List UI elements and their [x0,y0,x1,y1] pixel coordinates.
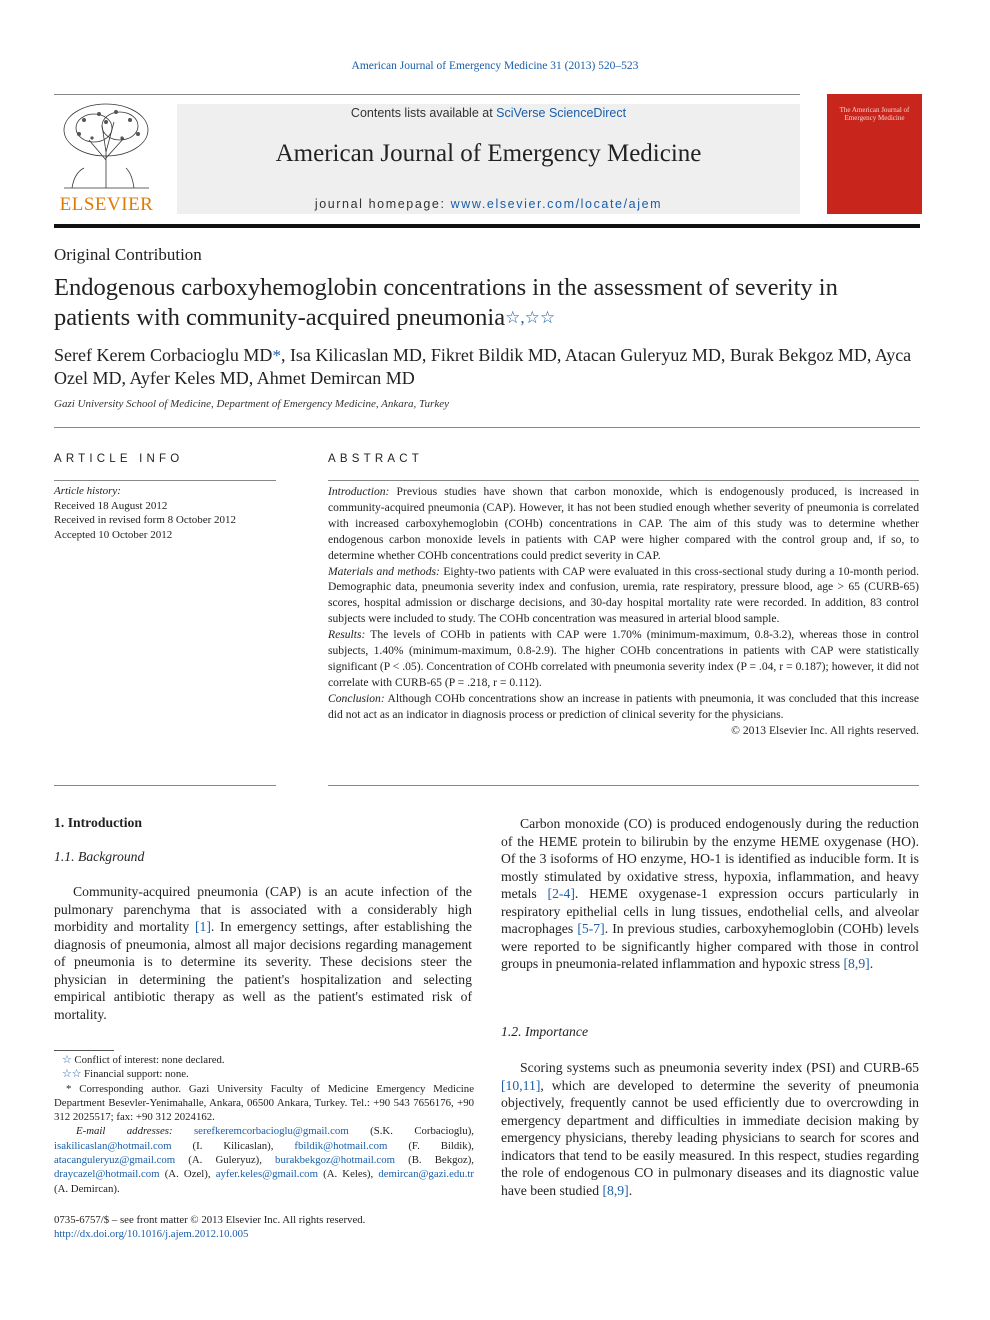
email-owner-8: (A. Demircan). [54,1182,120,1195]
bottom-notes [54,1213,365,1242]
co-text [501,815,919,973]
footnotes [54,1053,474,1196]
abstract-methods [328,564,919,628]
header-thick-rule [54,224,920,228]
footnote-conflict [54,1053,474,1067]
section-type: Original Contribution [54,245,202,264]
revised-date: Received in revised form 8 October 2012 [54,514,237,526]
abstract-methods-label: Materials and methods: [328,564,440,578]
email-owner-3: (F. Bildik), [387,1139,474,1152]
journal-homepage [177,197,800,211]
email-owner-6: (A. Ozel), [159,1168,216,1181]
homepage-prefix: journal homepage: [314,197,451,211]
history-label: Article history: [54,485,121,497]
article-title [54,273,920,333]
abstract-copyright: © 2013 Elsevier Inc. All rights reserved. [731,723,919,737]
accepted-date: Accepted 10 October 2012 [54,528,173,541]
co-text-a: Carbon monoxide (CO) is produced endogenously during the reduction of the HEME protein to bilirubin by the enzyme HEME oxygenase (HO). Of the 3 isoforms of HO enzyme, HO-1 is identified as inducible form. It is mostly stimulated by oxidative stress, hypoxia, inflammation, and heavy metals [501,816,919,901]
article-info-heading: ARTICLE INFO [54,453,184,465]
fn1-mark: ☆ [62,1054,72,1066]
email-owner-2: (I. Kilicaslan), [171,1139,295,1152]
ref-1-link[interactable]: [1] [194,919,211,934]
email-owner-7: (A. Keles), [317,1168,374,1181]
fn2-mark: ☆☆ [62,1068,82,1081]
importance-text-c: . [628,1182,633,1198]
received-date: Received 18 August 2012 [54,499,168,512]
affiliation: Gazi University School of Medicine, Department of Emergency Medicine, Ankara, Turkey [54,398,449,410]
abstract-conclusion-text: Although COHb concentrations show an increase in patients with pneumonia, it was concluded that this increase did not act as an indicator in diagnosis process or prediction of clinical severity for the physicians. [328,691,919,721]
email-link-keles[interactable]: ayfer.keles@gmail.com [215,1168,318,1181]
importance-paragraph [501,1059,919,1199]
abstract-results-text: The levels of COHb in patients with CAP were 1.70% (minimum-maximum, 0.8-3.2), whereas those in control subjects, 1.40% (minimum-maximum, 0.8-2.9). The higher COHb concentrations in patients with CAP were statistically significant (P < .05). Concentration of COHb correlated with pneumonia severity index (P = .04, r = 0.187); however, it did not correlate with CURB-65 (P = .218, r = 0.112). [328,628,919,689]
importance-text-a: Scoring systems such as pneumonia severity index (PSI) and CURB-65 [520,1060,919,1075]
subsection-heading-background: 1.1. Background [54,849,145,864]
co-text-c: . In previous studies, carboxyhemoglobin (COHb) levels were reported to be significantly higher compared with those in control groups in pneumonia-related inflammation and hypoxic stress [501,921,919,971]
journal-cover-thumbnail [827,94,922,214]
fn3-text: Corresponding author. Gazi University Faculty of Medicine Emergency Medicine Department Besevler-Yenimahalle, Ankara, 06500 Ankara, Turkey. Tel.: +90 543 7656176, +90 312 2025517; fax: +90 312 2024162. [54,1082,474,1124]
ref-8-9-link-2[interactable]: [8,9] [602,1182,629,1198]
email-link-bekgoz[interactable]: burakbekgoz@hotmail.com [275,1154,396,1167]
abstract-rule-bottom [328,785,919,786]
abstract-methods-text: Eighty-two patients with CAP were evaluated in this cross-sectional study during a 10-month period. Demographic data, pneumonia severity index and confusion, uremia, rate respiratory, pressure blood, age > 65 (CURB-65) scores, hospital admission or discharge decisions, and 30-day hospital mortality rate were recorded. In addition, 83 control subjects were included to study. The COHb concentration was measured in arterial blood sample. [328,564,919,626]
abstract-rule-top [328,480,919,481]
elsevier-wordmark: ELSEVIER [59,194,154,215]
importance-text [501,1059,919,1199]
footnote-rule [54,1050,114,1051]
email-owner-5: (B. Bekgoz), [395,1154,475,1167]
email-link-kilicaslan[interactable]: isakilicaslan@hotmail.com [54,1139,172,1152]
author-list [54,344,920,390]
ref-5-7-link[interactable]: [5-7] [577,921,605,936]
title-footnote-marks[interactable]: ☆,☆☆ [505,308,556,327]
abstract-intro-label: Introduction: [328,485,390,498]
abstract-results [328,627,919,691]
email-owner-1: (S.K. Corbacioglu), [348,1125,474,1138]
contents-line [177,106,800,120]
sciencedirect-link[interactable]: SciVerse ScienceDirect [496,106,627,120]
fn2-text: Financial support: none. [81,1068,189,1081]
footnote-emails [54,1124,474,1195]
info-rule [54,427,920,428]
article-info-rule-bottom [54,785,276,786]
journal-name: American Journal of Emergency Medicine [275,140,702,167]
ref-8-9-link[interactable]: [8,9] [843,956,870,971]
ref-10-11-link[interactable]: [10,11] [501,1077,541,1093]
cover-title: The American Journal of Emergency Medicine [839,106,910,122]
email-link-demircan[interactable]: demircan@gazi.edu.tr [378,1168,474,1181]
homepage-link[interactable]: www.elsevier.com/locate/ajem [450,197,663,211]
article-history [54,484,276,542]
abstract-body [328,484,919,739]
section-heading-introduction: 1. Introduction [54,815,142,830]
fn1-text: Conflict of interest: none declared. [71,1054,225,1066]
journal-citation[interactable]: American Journal of Emergency Medicine 31 (2013) 520–523 [351,60,639,72]
email-owner-4: (A. Guleryuz), [175,1154,276,1167]
email-link-guleryuz[interactable]: atacanguleryuz@gmail.com [54,1154,176,1167]
email-link-bildik[interactable]: fbildik@hotmail.com [294,1139,388,1152]
email-link-corbacioglu[interactable]: serefkeremcorbacioglu@gmail.com [193,1125,349,1138]
email-link-ozel[interactable]: draycazel@hotmail.com [54,1168,160,1181]
abstract-introduction [328,484,919,564]
background-text [54,883,472,1023]
ref-2-4-link[interactable]: [2-4] [547,886,575,901]
fn3-mark: * [66,1082,72,1095]
article-info-rule-top [54,480,276,481]
abstract-results-label: Results: [328,628,366,642]
article-title-text: Endogenous carboxyhemoglobin concentrations in the assessment of severity in patients with community-acquired pneumonia [54,274,838,331]
abstract-intro-text: Previous studies have shown that carbon monoxide, which is endogenously produced, is increased in community-acquired pneumonia (CAP). However, it has not been studied enough whether severity of pneumonia is correlated with increased carboxyhemoglobin (COHb) concentrations in CAP. The aim of this study was to determine whether endogenous carbon monoxide levels in patients with CAP were higher compared with the control group and, if so, to determine whether COHb concentrations could predict severity in CAP. [328,485,919,562]
footnote-corresponding [54,1082,474,1125]
issn-line: 0735-6757/$ – see front matter © 2013 Elsevier Inc. All rights reserved. [54,1214,366,1226]
abstract-heading: ABSTRACT [328,453,423,465]
co-paragraph [501,815,919,973]
subsection-heading-importance: 1.2. Importance [501,1024,589,1039]
contents-prefix: Contents lists available at [350,106,497,120]
author-first: Seref Kerem Corbacioglu MD [54,345,273,365]
footnote-funding [54,1067,474,1081]
elsevier-logo [54,100,159,216]
elsevier-tree-icon [54,100,159,190]
importance-text-b: , which are developed to determine the severity of pneumonia objectively, frequently cannot be used efficiently due to overcrowding in emergency department and difficulties in immediate decision making by emergency physicians, thereby leading physicians to search for scores and indicators that tend to be easily measured. In this respect, studies regarding the role of endogenous CO in pulmonary diseases and its diagnostic value have been studied [501,1077,919,1198]
corresponding-mark[interactable]: * [272,346,281,365]
email-label: E-mail addresses: [76,1125,173,1138]
abstract-conclusion-label: Conclusion: [328,691,385,705]
background-text-a: Community-acquired pneumonia (CAP) is an acute infection of the pulmonary parenchyma that is associated with a considerably high morbidity and mortality [54,884,472,934]
header-rule [54,94,800,95]
co-text-d: . [869,956,874,971]
background-text-b: . In emergency settings, after establishing the diagnosis of pneumonia, almost all major decisions regarding management of pneumonia is to determine its severity. These decisions steer the physician in determining the patient's hospitalization and selecting empirical antibiotic therapy as well as the patient's estimated risk of mortality. [54,919,472,1022]
background-paragraph [54,883,472,1023]
author-rest: , Isa Kilicaslan MD, Fikret Bildik MD, Atacan Guleryuz MD, Burak Bekgoz MD, Ayca Ozel MD, Ayfer Keles MD, Ahmet Demircan MD [54,345,912,388]
abstract-conclusion [328,691,919,723]
doi-link[interactable]: http://dx.doi.org/10.1016/j.ajem.2012.10.005 [54,1228,249,1241]
co-text-b: . HEME oxygenase-1 expression occurs particularly in respiratory epithelial cells in lung tissues, endothelial cells, and alveolar macrophages [501,886,919,936]
